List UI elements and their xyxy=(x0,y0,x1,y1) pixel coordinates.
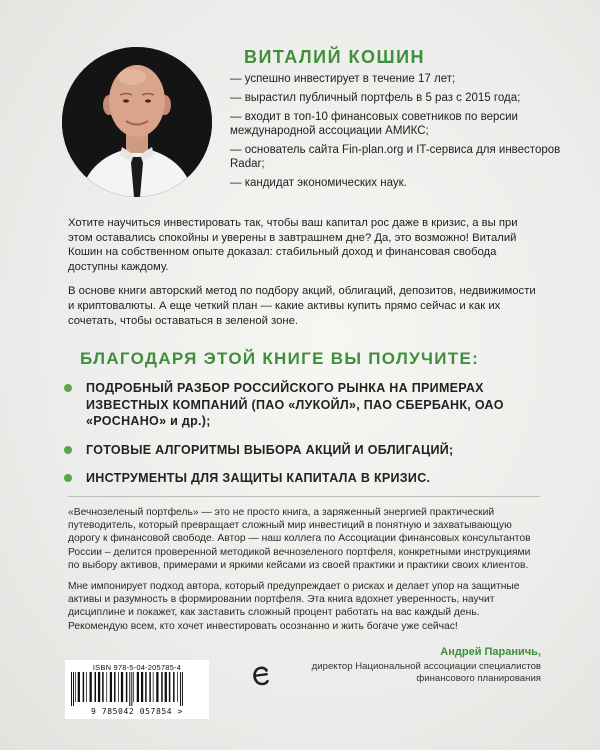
benefits-heading: БЛАГОДАРЯ ЭТОЙ КНИГЕ ВЫ ПОЛУЧИТЕ: xyxy=(80,349,480,368)
author-fact: — успешно инвестирует в течение 17 лет; xyxy=(230,73,456,85)
barcode-digits: 9 785042 057854 > xyxy=(90,707,184,716)
benefits-list xyxy=(64,380,544,499)
author-fact: — вырастил публичный портфель в 5 раз с 2015 года; xyxy=(230,92,521,104)
author-portrait xyxy=(62,47,212,197)
bullet-dot-icon xyxy=(64,446,72,454)
isbn-label: ISBN 978-5-04-205785-4 xyxy=(92,663,182,672)
intro-text xyxy=(68,216,538,338)
divider xyxy=(68,496,540,497)
review-author: Андрей Параничь, xyxy=(440,646,541,658)
author-fact: — входит в топ-10 финансовых советников по версии международной ассоциации АМИКС; xyxy=(230,111,518,137)
review-author-role: директор Национальной ассоциации специалистов финансового планирования xyxy=(311,661,541,684)
review-quote xyxy=(68,506,542,641)
benefit-text: ПОДРОБНЫЙ РАЗБОР РОССИЙСКОГО РЫНКА НА ПРИМЕРАХ ИЗВЕСТНЫХ КОМПАНИЙ (ПАО «ЛУКОЙЛ», ПАО СБЕРБАНК, ОАО «РОСНАНО» и др.); xyxy=(86,381,504,428)
benefit-item xyxy=(64,442,544,459)
publisher-e-logo-icon xyxy=(252,665,270,687)
benefit-item xyxy=(64,470,544,487)
isbn-barcode xyxy=(65,660,209,719)
benefit-text: ГОТОВЫЕ АЛГОРИТМЫ ВЫБОРА АКЦИЙ И ОБЛИГАЦИЙ; xyxy=(86,442,454,457)
author-name: ВИТАЛИЙ КОШИН xyxy=(244,47,426,67)
author-fact: — основатель сайта Fin-plan.org и IT-сервиса для инвесторов Radar; xyxy=(230,144,561,170)
barcode-icon xyxy=(69,672,205,706)
benefit-item xyxy=(64,380,544,430)
bullet-dot-icon xyxy=(64,384,72,392)
intro-paragraph: В основе книги авторский метод по подбору акций, облигаций, депозитов, недвижимости и криптовалюты. А еще четкий план — какие активы купить прямо сейчас и как их сочетать, чтобы оставаться в зеленой зоне. xyxy=(68,285,536,327)
review-paragraph: Мне импонирует подход автора, который предупреждает о рисках и делает упор на защитные активы и разумность в формировании портфеля. Эта книга вдохнет уверенность, научит дисциплине и покажет, как заставить сложный процент работать на вас каждый день. Рекомендую всем, кто хочет инвестировать осознанно и жить богаче уже сейчас! xyxy=(68,581,520,632)
author-fact: — кандидат экономических наук. xyxy=(230,177,407,189)
author-facts-list xyxy=(230,72,570,195)
bullet-dot-icon xyxy=(64,474,72,482)
intro-paragraph: Хотите научиться инвестировать так, чтобы ваш капитал рос даже в кризис, а вы при этом оставались спокойны и уверены в завтрашнем дне? Да, это возможно! Виталий Кошин на собственном опыте доказал: стабильный доход и финансовая свобода доступны каждому. xyxy=(68,217,518,273)
review-paragraph: «Вечнозеленый портфель» — это не просто книга, а заряженный энергией практический путеводитель, который превращает сложный мир инвестиций в понятную и захватывающую дорогу к финансовой свободе. Автор — наш коллега по Ассоциации финансовых консультантов России – делится проверенной методикой вечнозеленого портфеля, конкретными инструкциями по выбору активов, примерами и яркими кейсами из своей практики и практики своих клиентов. xyxy=(68,507,531,571)
benefit-text: ИНСТРУМЕНТЫ ДЛЯ ЗАЩИТЫ КАПИТАЛА В КРИЗИС. xyxy=(86,471,431,485)
